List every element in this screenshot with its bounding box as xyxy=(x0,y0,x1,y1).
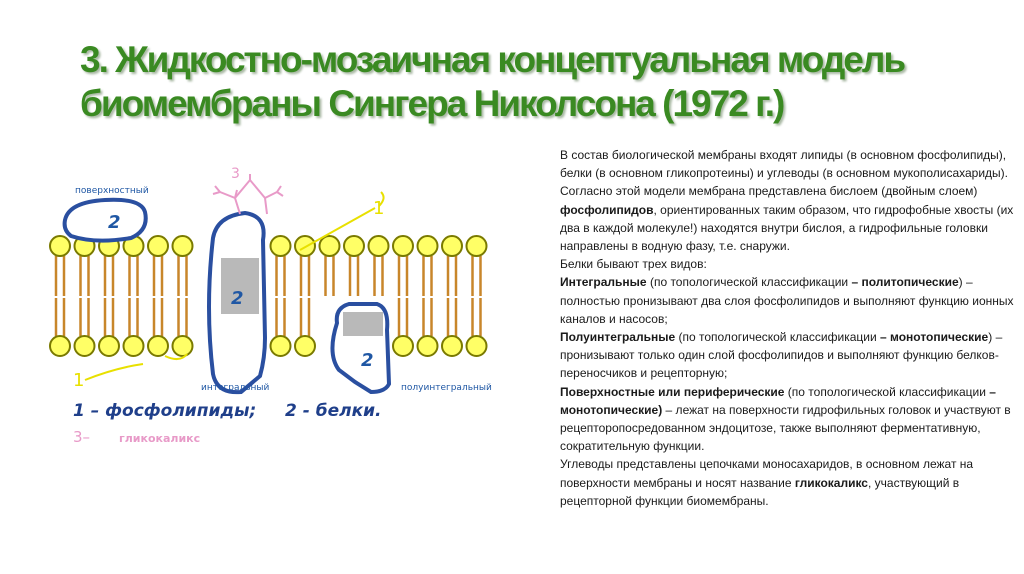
lipid-head xyxy=(148,236,168,256)
glycocalyx-chains xyxy=(213,174,283,214)
paragraph-surface xyxy=(560,383,1015,456)
legend-glycocalyx: гликокаликс xyxy=(119,432,201,445)
lipid-head xyxy=(75,336,95,356)
lipid-head xyxy=(295,236,315,256)
integral-topology: – политопические xyxy=(851,275,959,290)
model-text-a: Согласно этой модели мембрана представлена бислоем (двойным слоем) xyxy=(560,184,978,199)
semi-integral-text-b: (по топологической классификации xyxy=(675,330,880,345)
membrane-diagram xyxy=(45,158,525,468)
page-title xyxy=(80,38,980,126)
glycocalyx-number: 3 xyxy=(231,166,240,182)
paragraph-protein-types: Белки бывают трех видов: xyxy=(560,257,707,272)
lipid-head xyxy=(173,236,193,256)
lipid-head xyxy=(442,336,462,356)
lipid-head xyxy=(467,336,487,356)
lipid-head xyxy=(344,236,364,256)
carbohydrates-text-a: Углеводы представлены цепочками моносахаридов, в основном лежат на поверхности мембраны и носят название xyxy=(560,457,974,490)
surface-protein-number: 2 xyxy=(108,212,121,233)
lipid-head xyxy=(418,336,438,356)
phospholipid-number-top: 1 xyxy=(373,198,385,219)
lipid-head xyxy=(124,336,144,356)
surface-text-d: – лежат на поверхности гидрофильных головок и участвуют в рецепторопосредованном эндоцитозе, также выполняют ферментативную, сократительную функции. xyxy=(560,402,1011,454)
lipid-head xyxy=(271,236,291,256)
glycocalyx-term: гликокаликс xyxy=(794,475,868,490)
lipid-head xyxy=(295,336,315,356)
lipid-head xyxy=(99,336,119,356)
lipid-head xyxy=(442,236,462,256)
model-text-phospholipids: фосфолипидов xyxy=(560,202,654,217)
lipid-head xyxy=(50,236,70,256)
integral-text-d: ) – полностью пронизывают два слоя фосфолипидов и выполняют функцию ионных каналов и насосов; xyxy=(560,275,1014,326)
semi-integral-topology: – монотопические xyxy=(880,330,989,345)
paragraph-model xyxy=(560,182,1015,255)
surface-topology: –монотопические) xyxy=(560,384,996,417)
semi-integral-term: Полуинтегральные xyxy=(560,330,676,345)
lipid-head xyxy=(393,336,413,356)
model-text-c: , ориентированных таким образом, что гидрофобные хвосты (их два в каждой молекуле!) находятся внутри бислоя, а гидрофильные головки направлены в водную фазу, т.е. снаружи. xyxy=(560,202,1014,254)
semi-integral-text-d: ) – пронизывают только один слой фосфолипидов и выполняют функцию белков-переносчиков и рецепторную; xyxy=(560,330,1003,381)
lipid-head xyxy=(271,336,291,356)
phospholipid-bilayer xyxy=(50,236,487,356)
semi-integral-protein-number: 2 xyxy=(361,350,374,371)
legend-phospholipids: 1 – фосфолипиды; xyxy=(73,401,257,421)
description-text xyxy=(560,146,1015,510)
paragraph-semi-integral xyxy=(560,328,1015,383)
integral-protein-number: 2 xyxy=(231,288,244,309)
paragraph-composition: В состав биологической мембраны входят липиды (в основном фосфолипиды), белки (в основном гликопротеины) и углеводы (в основном мукополисахариды). xyxy=(560,148,1009,181)
lipid-head xyxy=(148,336,168,356)
legend-glycocalyx-number: 3– xyxy=(73,428,91,446)
lipid-head xyxy=(50,336,70,356)
label-integral: интегральный xyxy=(201,383,270,393)
title-line-2: биомембраны Сингера Николсона (1972 г.) xyxy=(80,83,784,124)
lipid-head xyxy=(393,236,413,256)
legend-proteins: 2 - белки. xyxy=(285,401,382,421)
semi-integral-protein-channel xyxy=(343,312,383,336)
title-line-1: 3. Жидкостно-мозаичная концептуальная модель xyxy=(80,39,905,80)
lipid-head xyxy=(320,236,340,256)
lipid-head xyxy=(173,336,193,356)
surface-term: Поверхностные или периферические xyxy=(560,384,785,399)
phospholipid-number-bottom: 1 xyxy=(73,370,85,391)
lipid-head xyxy=(418,236,438,256)
paragraph-integral xyxy=(560,273,1015,328)
label-surface: поверхностный xyxy=(75,186,149,196)
lipid-head xyxy=(369,236,389,256)
surface-protein xyxy=(65,200,146,241)
integral-term: Интегральные xyxy=(560,275,647,290)
integral-text-b: (по топологической классификации xyxy=(646,275,852,290)
surface-text-b: (по топологической классификации xyxy=(784,384,990,399)
paragraph-carbohydrates xyxy=(560,455,1015,510)
label-semi-integral: полуинтегральный xyxy=(401,383,492,393)
carbohydrates-text-c: , участвующий в рецепторной функции биомембраны. xyxy=(560,475,960,508)
lipid-head xyxy=(467,236,487,256)
